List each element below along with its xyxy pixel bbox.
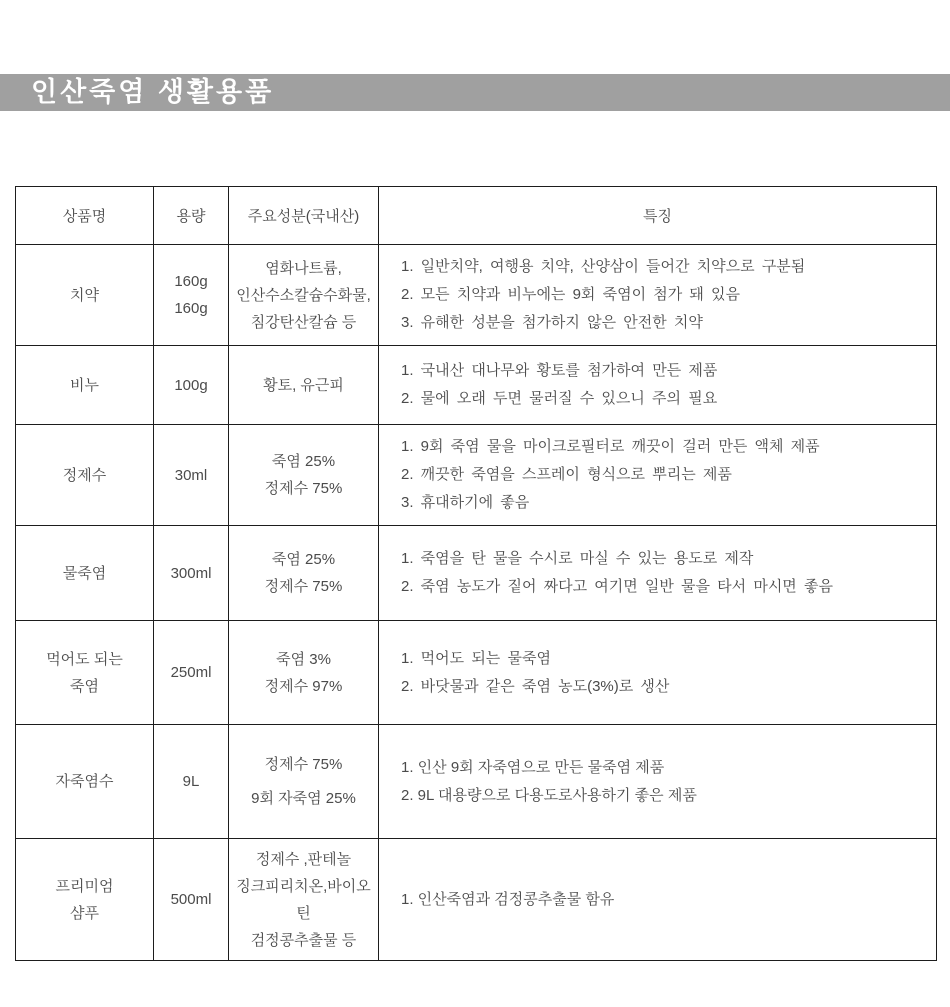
feature-line: 1. 먹어도 되는 물죽염 bbox=[401, 649, 551, 667]
capacity-cell bbox=[154, 725, 229, 839]
feature-line: 2. 9L 대용량으로 다용도로사용하기 좋은 제품 bbox=[401, 786, 697, 804]
product-table bbox=[15, 186, 937, 961]
ingredient-line: 죽염 25% bbox=[271, 551, 336, 568]
product-name-cell bbox=[16, 245, 154, 346]
ingredient-line: 정제수 75% bbox=[264, 480, 343, 497]
features-cell bbox=[379, 526, 937, 621]
ingredient-line: 정제수 ,판테놀 bbox=[255, 850, 352, 868]
capacity-line: 9L bbox=[182, 773, 200, 790]
features-cell bbox=[379, 839, 937, 961]
features-cell bbox=[379, 245, 937, 346]
capacity-line: 250ml bbox=[170, 664, 212, 681]
header-capacity: 용량 bbox=[154, 187, 229, 245]
capacity-line: 160g bbox=[174, 273, 208, 290]
title-bar bbox=[0, 74, 950, 111]
capacity-line: 500ml bbox=[170, 891, 212, 908]
capacity-cell bbox=[154, 245, 229, 346]
ingredients-cell bbox=[229, 621, 379, 725]
ingredients-cell bbox=[229, 425, 379, 526]
product-name-line: 정제수 bbox=[62, 466, 107, 484]
table-row bbox=[16, 839, 937, 961]
product-name-line: 물죽염 bbox=[62, 564, 107, 582]
table-row bbox=[16, 425, 937, 526]
product-name-line: 자죽염수 bbox=[55, 773, 114, 790]
table-row bbox=[16, 346, 937, 425]
ingredients-cell bbox=[229, 245, 379, 346]
feature-line: 1. 인산죽염과 검정콩추출물 함유 bbox=[401, 890, 615, 908]
table-row bbox=[16, 526, 937, 621]
features-cell bbox=[379, 621, 937, 725]
feature-line: 1. 9회 죽염 물을 마이크로필터로 깨끗이 걸러 만든 액체 제품 bbox=[401, 438, 820, 455]
capacity-cell bbox=[154, 526, 229, 621]
ingredients-cell bbox=[229, 526, 379, 621]
capacity-line: 30ml bbox=[174, 466, 208, 484]
capacity-line: 300ml bbox=[170, 564, 212, 582]
feature-line: 1. 일반치약, 여행용 치약, 산양삼이 들어간 치약으로 구분됨 bbox=[401, 258, 806, 275]
ingredient-line: 죽염 25% bbox=[271, 453, 336, 470]
table-header-row bbox=[16, 187, 937, 245]
feature-line: 2. 깨끗한 죽염을 스프레이 형식으로 뿌리는 제품 bbox=[401, 466, 732, 483]
capacity-line: 100g bbox=[174, 376, 208, 394]
feature-line: 3. 유해한 성분을 첨가하지 않은 안전한 치약 bbox=[401, 314, 703, 331]
feature-line: 2. 죽염 농도가 짙어 짜다고 여기면 일반 물을 타서 마시면 좋음 bbox=[401, 578, 833, 595]
product-name-line: 먹어도 되는 bbox=[46, 650, 123, 668]
product-name-line: 프리미엄 bbox=[55, 877, 114, 895]
product-name-cell bbox=[16, 725, 154, 839]
capacity-cell bbox=[154, 621, 229, 725]
ingredient-line: 정제수 75% bbox=[264, 578, 343, 595]
feature-line: 2. 모든 치약과 비누에는 9회 죽염이 첨가 돼 있음 bbox=[401, 286, 741, 303]
product-name-line: 비누 bbox=[70, 376, 99, 394]
table-row bbox=[16, 621, 937, 725]
ingredient-line: 정제수 97% bbox=[264, 677, 343, 695]
features-cell bbox=[379, 725, 937, 839]
product-name-cell bbox=[16, 839, 154, 961]
feature-line: 1. 죽염을 탄 물을 수시로 마실 수 있는 용도로 제작 bbox=[401, 550, 754, 567]
capacity-cell bbox=[154, 346, 229, 425]
table-row bbox=[16, 725, 937, 839]
product-name-line: 샴푸 bbox=[70, 904, 99, 922]
ingredient-line: 죽염 3% bbox=[276, 650, 331, 668]
capacity-cell bbox=[154, 425, 229, 526]
product-name-cell bbox=[16, 346, 154, 425]
ingredient-line: 염화나트륨, bbox=[265, 259, 342, 277]
features-cell bbox=[379, 425, 937, 526]
ingredients-cell bbox=[229, 839, 379, 961]
table-row bbox=[16, 245, 937, 346]
capacity-cell bbox=[154, 839, 229, 961]
feature-line: 1. 인산 9회 자죽염으로 만든 물죽염 제품 bbox=[401, 758, 665, 776]
ingredient-line: 황토, 유근피 bbox=[263, 376, 344, 394]
ingredients-cell bbox=[229, 346, 379, 425]
ingredient-line: 인산수소칼슘수화물, bbox=[236, 286, 371, 304]
header-ingredients: 주요성분(국내산) bbox=[229, 187, 379, 245]
features-cell bbox=[379, 346, 937, 425]
feature-line: 3. 휴대하기에 좋음 bbox=[401, 494, 530, 511]
ingredient-line: 9회 자죽염 25% bbox=[251, 789, 356, 807]
header-features: 특징 bbox=[379, 187, 937, 245]
capacity-line: 160g bbox=[174, 300, 208, 317]
product-name-cell bbox=[16, 621, 154, 725]
feature-line: 2. 바닷물과 같은 죽염 농도(3%)로 생산 bbox=[401, 677, 670, 695]
feature-line: 1. 국내산 대나무와 황토를 첨가하여 만든 제품 bbox=[401, 362, 718, 379]
page-title: 인산죽염 생활용품 bbox=[31, 77, 275, 107]
product-name-line: 죽염 bbox=[70, 677, 99, 695]
feature-line: 2. 물에 오래 두면 물러질 수 있으니 주의 필요 bbox=[401, 390, 718, 407]
ingredient-line: 징크피리치온,바이오틴 bbox=[236, 877, 371, 922]
ingredient-line: 정제수 75% bbox=[264, 755, 343, 773]
product-name-line: 치약 bbox=[70, 286, 99, 304]
ingredient-line: 검정콩추출물 등 bbox=[250, 931, 357, 949]
product-name-cell bbox=[16, 526, 154, 621]
header-product-name: 상품명 bbox=[16, 187, 154, 245]
ingredients-cell bbox=[229, 725, 379, 839]
ingredient-line: 침강탄산칼슘 등 bbox=[250, 313, 357, 331]
product-name-cell bbox=[16, 425, 154, 526]
